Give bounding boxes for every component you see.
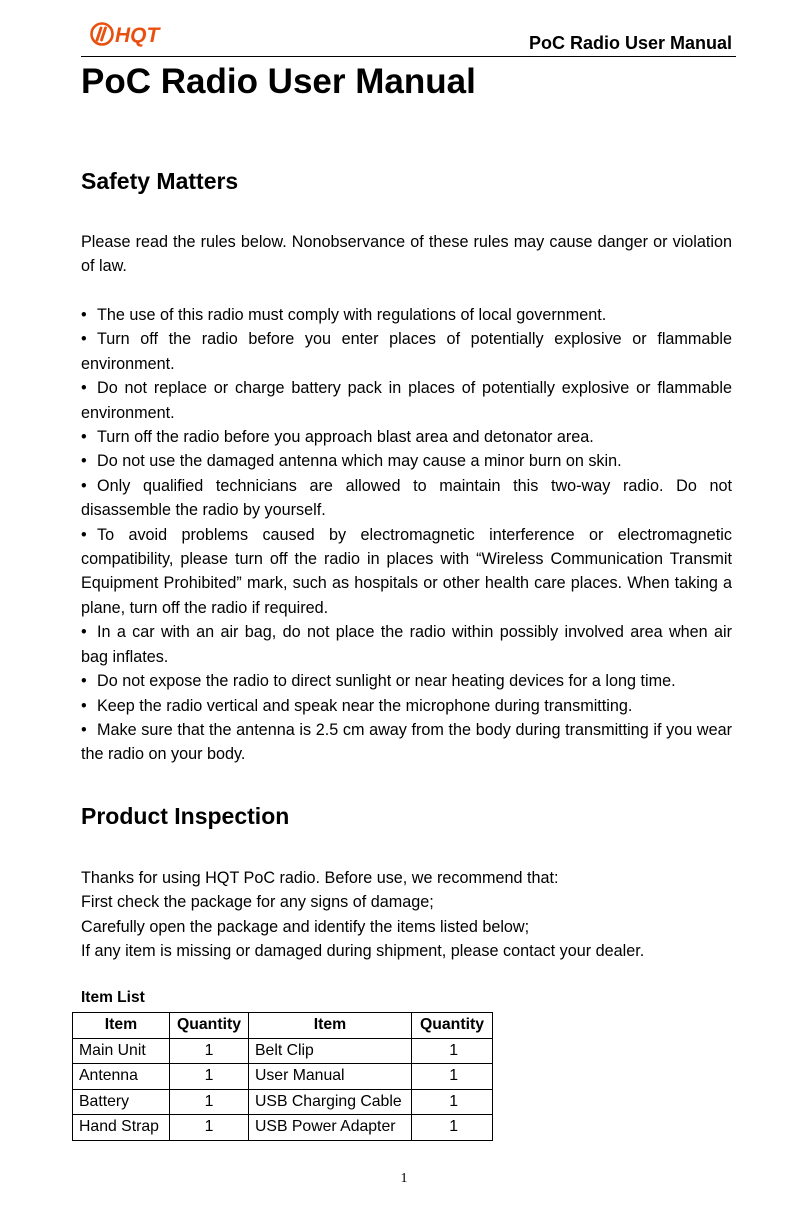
bullet: • [81, 330, 87, 349]
bullet: • [81, 379, 87, 398]
page-number: 1 [400, 1171, 408, 1186]
table-cell: 1 [170, 1115, 249, 1141]
safety-rule [81, 620, 732, 669]
item-list-caption: Item List [81, 989, 145, 1006]
table-row [73, 1089, 493, 1115]
inspection-line: Thanks for using HQT PoC radio. Before use, we recommend that: [81, 869, 559, 887]
bullet: • [81, 452, 87, 471]
column-header-item: Item [249, 1013, 412, 1039]
table-cell: Hand Strap [73, 1115, 170, 1141]
safety-rule-text: Do not use the damaged antenna which may cause a minor burn on skin. [97, 452, 622, 471]
bullet: • [81, 623, 87, 642]
table-cell: USB Charging Cable [249, 1089, 412, 1115]
bullet: • [81, 696, 87, 715]
item-list-table [72, 1012, 493, 1141]
safety-rule [81, 425, 732, 449]
column-header-quantity: Quantity [412, 1013, 493, 1039]
safety-rule [81, 303, 732, 327]
safety-rule [81, 523, 732, 621]
table-cell: Antenna [73, 1064, 170, 1090]
inspection-line: Carefully open the package and identify the items listed below; [81, 917, 530, 936]
safety-rule-text: Do not replace or charge battery pack in places of potentially explosive or flammable environment. [81, 379, 732, 422]
column-header-quantity: Quantity [170, 1013, 249, 1039]
safety-rule [81, 718, 732, 767]
bullet: • [81, 306, 87, 324]
safety-heading: Safety Matters [81, 168, 239, 194]
table-cell: User Manual [249, 1064, 412, 1090]
table-cell: 1 [170, 1089, 249, 1115]
table-header-row [73, 1013, 493, 1039]
header-title: PoC Radio User Manual [528, 33, 732, 53]
safety-rule-text: The use of this radio must comply with regulations of local government. [97, 306, 607, 324]
safety-rule [81, 694, 732, 718]
safety-rule [81, 474, 732, 523]
safety-rule-text: Do not expose the radio to direct sunlight or near heating devices for a long time. [97, 672, 676, 691]
table-cell: 1 [412, 1089, 493, 1115]
table-cell: 1 [412, 1038, 493, 1064]
inspection-text [81, 866, 732, 964]
bullet: • [81, 720, 87, 739]
table-cell: Battery [73, 1089, 170, 1115]
safety-rule [81, 327, 732, 376]
safety-rule-text: Turn off the radio before you enter places of potentially explosive or flammable environment. [81, 330, 732, 373]
bullet: • [81, 428, 87, 447]
table-row [73, 1115, 493, 1141]
table-cell: 1 [170, 1064, 249, 1090]
bullet: • [81, 525, 87, 544]
bullet: • [81, 672, 87, 691]
safety-rule-text: Only qualified technicians are allowed to maintain this two-way radio. Do not disassemble the radio by yourself. [81, 476, 732, 520]
table-cell: Belt Clip [249, 1038, 412, 1064]
safety-rule-text: To avoid problems caused by electromagnetic interference or electromagnetic compatibility, please turn off the radio in places with “Wireless Communication Transmit Equipment Prohibited” mark, such as hospitals or other health care places. When taking a plane, turn off the radio if required. [81, 525, 732, 617]
column-header-item: Item [73, 1013, 170, 1039]
safety-rule-text: Turn off the radio before you approach blast area and detonator area. [97, 428, 594, 447]
safety-rules-list [81, 303, 732, 767]
bullet: • [81, 476, 87, 495]
inspection-line: If any item is missing or damaged during shipment, please contact your dealer. [81, 942, 645, 961]
safety-rule [81, 669, 732, 693]
inspection-line: First check the package for any signs of damage; [81, 893, 434, 912]
safety-rule-text: Keep the radio vertical and speak near the microphone during transmitting. [97, 696, 633, 715]
document-title: PoC Radio User Manual [81, 62, 476, 101]
table-cell: 1 [170, 1038, 249, 1064]
svg-text:HQT: HQT [115, 24, 160, 47]
table-cell: Main Unit [73, 1038, 170, 1064]
table-cell: 1 [412, 1115, 493, 1141]
safety-rule-text: In a car with an air bag, do not place the radio within possibly involved area when air bag inflates. [81, 623, 732, 666]
safety-intro: Please read the rules below. Nonobservance of these rules may cause danger or violation of law. [81, 233, 732, 276]
table-row [73, 1038, 493, 1064]
inspection-heading: Product Inspection [81, 803, 290, 829]
safety-rule-text: Make sure that the antenna is 2.5 cm away from the body during transmitting if you wear the radio on your body. [81, 720, 732, 764]
table-row [73, 1064, 493, 1090]
table-cell: USB Power Adapter [249, 1115, 412, 1141]
page-header [81, 18, 736, 57]
hqt-logo [89, 20, 181, 48]
safety-rule [81, 449, 732, 473]
safety-rule [81, 376, 732, 425]
table-cell: 1 [412, 1064, 493, 1090]
